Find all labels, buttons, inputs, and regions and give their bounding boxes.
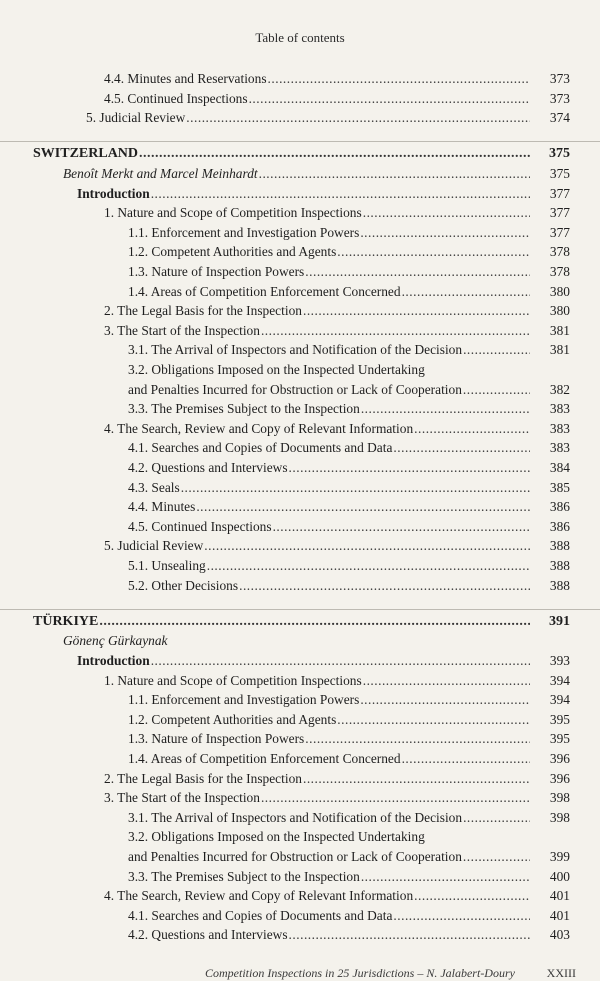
dot-leader	[402, 282, 530, 302]
dot-leader	[393, 906, 530, 926]
toc-page-number: 375	[549, 146, 570, 162]
toc-page-number: 401	[549, 907, 570, 923]
toc-entry-label: 1. Nature and Scope of Competition Inspections	[104, 672, 362, 688]
toc-entry-label: 5. Judicial Review	[104, 538, 204, 554]
toc-entry-label: 5.2. Other Decisions	[128, 577, 239, 593]
dot-leader	[305, 729, 530, 749]
toc-page-number: 377	[549, 185, 570, 201]
toc-entry-label: 2. The Legal Basis for the Inspection	[104, 303, 302, 319]
toc-entry-text	[128, 576, 530, 596]
toc-entry-text	[128, 867, 530, 887]
toc-entry-label: 4.4. Minutes and Reservations	[104, 71, 267, 86]
toc-entry-text	[128, 380, 530, 400]
toc-entry	[0, 827, 600, 847]
dot-leader	[463, 847, 530, 867]
toc-entry	[0, 301, 600, 321]
toc-page-number: 383	[549, 420, 570, 436]
dot-leader	[463, 808, 530, 828]
toc-entry-label: 3.1. The Arrival of Inspectors and Notification of the Decision	[128, 342, 463, 358]
dot-leader	[303, 769, 530, 789]
dot-leader	[289, 458, 530, 478]
toc-entry-text	[128, 827, 530, 847]
toc-entry	[0, 262, 600, 282]
toc-entry-text	[104, 203, 530, 223]
toc-page-number: 398	[549, 790, 570, 806]
section-divider	[0, 609, 600, 610]
toc-entry-text	[104, 301, 530, 321]
dot-leader	[414, 886, 530, 906]
toc-entry-text	[128, 242, 530, 262]
toc-entry	[0, 925, 600, 945]
toc-entry-text	[104, 89, 530, 109]
toc-entry-text	[77, 184, 530, 204]
section-gap	[0, 595, 600, 609]
footer-page-number: XXIII	[546, 966, 576, 980]
toc-entry	[0, 184, 600, 204]
dot-leader	[360, 690, 530, 710]
toc-page-number: 375	[549, 166, 570, 182]
toc-entry	[0, 419, 600, 439]
toc-entry	[0, 380, 600, 400]
dot-leader	[204, 536, 530, 556]
toc-page-number: 377	[549, 205, 570, 221]
dot-leader	[463, 340, 530, 360]
dot-leader	[151, 184, 530, 204]
toc-page-number: 398	[549, 809, 570, 825]
toc-entry-label: 2. The Legal Basis for the Inspection	[104, 770, 302, 786]
toc-page-number: 388	[549, 577, 570, 593]
dot-leader	[99, 612, 530, 632]
toc-entry	[0, 164, 600, 184]
toc-page-number: 378	[549, 244, 570, 260]
toc-entry-text	[77, 651, 530, 671]
toc-entry	[0, 282, 600, 302]
toc-entry	[0, 749, 600, 769]
dot-leader	[259, 164, 530, 184]
toc-entry	[0, 223, 600, 243]
dot-leader	[363, 671, 530, 691]
toc-entry-label: 1.2. Competent Authorities and Agents	[128, 244, 337, 260]
toc-entry-label: and Penalties Incurred for Obstruction or Lack of Cooperation	[128, 848, 462, 864]
toc-entry-text	[128, 360, 530, 380]
toc-entry-text	[128, 710, 530, 730]
dot-leader	[273, 517, 530, 537]
toc-entry-label: 1.3. Nature of Inspection Powers	[128, 264, 305, 280]
toc-entry-text	[128, 847, 530, 867]
footer-text: Competition Inspections in 25 Jurisdictions – N. Jalabert-Doury	[205, 966, 515, 980]
toc-entry-text	[128, 223, 530, 243]
toc-page-number: 395	[549, 731, 570, 747]
section-divider	[0, 141, 600, 142]
toc-entry-text	[104, 769, 530, 789]
toc-page-number: 380	[549, 303, 570, 319]
dot-leader	[402, 749, 530, 769]
toc-entry	[0, 321, 600, 341]
toc-entry-label: 1.4. Areas of Competition Enforcement Concerned	[128, 750, 401, 766]
dot-leader	[196, 497, 530, 517]
toc-page-number: 377	[549, 224, 570, 240]
toc-entry-text	[128, 340, 530, 360]
toc-entry-label: 3.2. Obligations Imposed on the Inspected Undertaking	[128, 829, 425, 845]
dot-leader	[414, 419, 530, 439]
dot-leader	[463, 380, 530, 400]
toc-page-number: 396	[549, 770, 570, 786]
toc-entry-label: 3.3. The Premises Subject to the Inspection	[128, 868, 360, 884]
toc-entry-text	[104, 69, 530, 89]
toc-entry	[0, 729, 600, 749]
toc-entry-text	[128, 458, 530, 478]
toc-page-number: 400	[549, 868, 570, 884]
toc-entry	[0, 631, 600, 651]
toc-entry	[0, 438, 600, 458]
toc-entry	[0, 690, 600, 710]
toc-entry	[0, 671, 600, 691]
toc-page-number: 380	[549, 283, 570, 299]
dot-leader	[289, 925, 530, 945]
toc-page-number: 399	[549, 848, 570, 864]
toc-entry-text	[128, 556, 530, 576]
dot-leader	[261, 788, 530, 808]
dot-leader	[337, 242, 530, 262]
toc-entry-text	[104, 886, 530, 906]
dot-leader	[207, 556, 530, 576]
toc-entry-label: 3.1. The Arrival of Inspectors and Notification of the Decision	[128, 809, 463, 825]
toc-entry	[0, 458, 600, 478]
toc-page-number: 403	[549, 927, 570, 943]
toc-entry-text	[128, 690, 530, 710]
toc-entry	[0, 203, 600, 223]
dot-leader	[186, 108, 530, 128]
dot-leader	[303, 301, 530, 321]
toc-entry-text	[128, 906, 530, 926]
toc-page-number: 388	[549, 557, 570, 573]
toc-page-number: 383	[549, 440, 570, 456]
table-of-contents	[0, 69, 600, 945]
dot-leader	[261, 321, 530, 341]
toc-entry	[0, 497, 600, 517]
toc-page-number: 383	[549, 401, 570, 417]
toc-page-number: 384	[549, 459, 570, 475]
toc-entry	[0, 886, 600, 906]
toc-entry-label: Gönenç Gürkaynak	[63, 633, 168, 649]
toc-entry-label: 4.4. Minutes	[128, 499, 196, 515]
toc-entry-label: TÜRKIYE	[33, 613, 99, 629]
toc-entry	[0, 108, 600, 128]
toc-page-number: 386	[549, 499, 570, 515]
toc-entry-label: 3.2. Obligations Imposed on the Inspected Undertaking	[128, 362, 425, 377]
dot-leader	[360, 223, 530, 243]
toc-page-number: 373	[549, 71, 570, 86]
toc-entry	[0, 710, 600, 730]
toc-entry-text	[63, 631, 530, 651]
dot-leader	[393, 438, 530, 458]
toc-entry	[0, 651, 600, 671]
dot-leader	[305, 262, 530, 282]
toc-entry-label: 1.3. Nature of Inspection Powers	[128, 731, 305, 747]
toc-page-number: 378	[549, 264, 570, 280]
toc-entry	[0, 89, 600, 109]
dot-leader	[337, 710, 530, 730]
toc-entry-text	[128, 517, 530, 537]
toc-entry-label: 3.3. The Premises Subject to the Inspection	[128, 401, 360, 417]
toc-country-heading	[0, 612, 600, 632]
toc-entry-label: 4. The Search, Review and Copy of Relevant Information	[104, 888, 414, 904]
toc-entry-label: 4.5. Continued Inspections	[104, 90, 248, 106]
toc-entry	[0, 788, 600, 808]
toc-entry	[0, 867, 600, 887]
toc-entry	[0, 769, 600, 789]
toc-entry-label: 1. Nature and Scope of Competition Inspections	[104, 205, 362, 221]
page-header: Table of contents	[255, 30, 345, 45]
toc-entry-label: Introduction	[77, 653, 150, 668]
toc-entry-label: 4.2. Questions and Interviews	[128, 927, 288, 943]
toc-entry-text	[104, 788, 530, 808]
toc-entry-text	[63, 164, 530, 184]
toc-country-heading	[0, 144, 600, 164]
toc-page-number: 401	[549, 888, 570, 904]
dot-leader	[181, 478, 530, 498]
toc-entry-text	[128, 478, 530, 498]
toc-entry-label: 3. The Start of the Inspection	[104, 322, 260, 338]
dot-leader	[139, 144, 530, 164]
toc-entry-label: 4.1. Searches and Copies of Documents and Data	[128, 907, 393, 923]
toc-entry-label: 1.2. Competent Authorities and Agents	[128, 711, 337, 727]
toc-entry	[0, 906, 600, 926]
dot-leader	[239, 576, 530, 596]
toc-page-number: 373	[549, 90, 570, 106]
toc-page-number: 394	[549, 692, 570, 708]
toc-entry-label: 5. Judicial Review	[86, 110, 186, 126]
toc-entry	[0, 517, 600, 537]
toc-entry	[0, 808, 600, 828]
toc-page-number: 393	[549, 653, 570, 668]
toc-entry-text	[33, 612, 530, 632]
toc-entry-label: Introduction	[77, 185, 150, 201]
dot-leader	[249, 89, 530, 109]
toc-entry	[0, 556, 600, 576]
toc-entry-text	[128, 282, 530, 302]
toc-page-number: 388	[549, 538, 570, 554]
toc-entry-label: 4.1. Searches and Copies of Documents and Data	[128, 440, 393, 456]
toc-entry-label: 1.1. Enforcement and Investigation Powers	[128, 692, 360, 708]
toc-entry-text	[128, 262, 530, 282]
toc-entry-text	[104, 321, 530, 341]
toc-entry-label: 1.1. Enforcement and Investigation Powers	[128, 224, 360, 240]
toc-page-number: 382	[549, 381, 570, 397]
toc-entry	[0, 478, 600, 498]
toc-entry	[0, 69, 600, 89]
toc-entry-label: 3. The Start of the Inspection	[104, 790, 260, 806]
toc-page-number: 374	[549, 110, 570, 126]
toc-entry	[0, 340, 600, 360]
toc-entry-label: 4.3. Seals	[128, 479, 180, 495]
toc-page-number: 396	[549, 750, 570, 766]
section-gap	[0, 128, 600, 142]
toc-entry	[0, 399, 600, 419]
toc-entry-label: 1.4. Areas of Competition Enforcement Concerned	[128, 283, 401, 299]
toc-page-number: 385	[549, 479, 570, 495]
toc-entry-label: SWITZERLAND	[33, 146, 139, 162]
dot-leader	[361, 399, 530, 419]
dot-leader	[151, 651, 530, 671]
toc-entry-text	[128, 729, 530, 749]
toc-entry	[0, 360, 600, 380]
toc-entry-label: 5.1. Unsealing	[128, 557, 206, 573]
toc-page-number: 394	[549, 672, 570, 688]
toc-entry-text	[104, 536, 530, 556]
toc-entry-text	[86, 108, 530, 128]
toc-entry-text	[104, 671, 530, 691]
toc-page-number: 395	[549, 711, 570, 727]
toc-entry-label: 4.5. Continued Inspections	[128, 518, 272, 534]
toc-entry-text	[104, 419, 530, 439]
toc-entry-label: 4. The Search, Review and Copy of Relevant Information	[104, 420, 414, 436]
toc-entry-text	[128, 808, 530, 828]
toc-entry	[0, 242, 600, 262]
toc-entry-label: and Penalties Incurred for Obstruction or Lack of Cooperation	[128, 381, 462, 397]
toc-entry-text	[33, 144, 530, 164]
toc-entry-text	[128, 925, 530, 945]
dot-leader	[268, 69, 530, 89]
toc-page-number: 391	[549, 613, 570, 629]
dot-leader	[363, 203, 530, 223]
toc-entry	[0, 847, 600, 867]
toc-entry	[0, 536, 600, 556]
toc-page-number: 381	[549, 342, 570, 358]
toc-entry-text	[128, 749, 530, 769]
toc-entry-label: Benoît Merkt and Marcel Meinhardt	[63, 166, 258, 182]
toc-page-number: 381	[549, 322, 570, 338]
toc-entry-text	[128, 399, 530, 419]
toc-page-number: 386	[549, 518, 570, 534]
toc-entry-text	[128, 438, 530, 458]
toc-entry	[0, 576, 600, 596]
toc-entry-label: 4.2. Questions and Interviews	[128, 459, 288, 475]
dot-leader	[361, 867, 530, 887]
toc-entry-text	[128, 497, 530, 517]
